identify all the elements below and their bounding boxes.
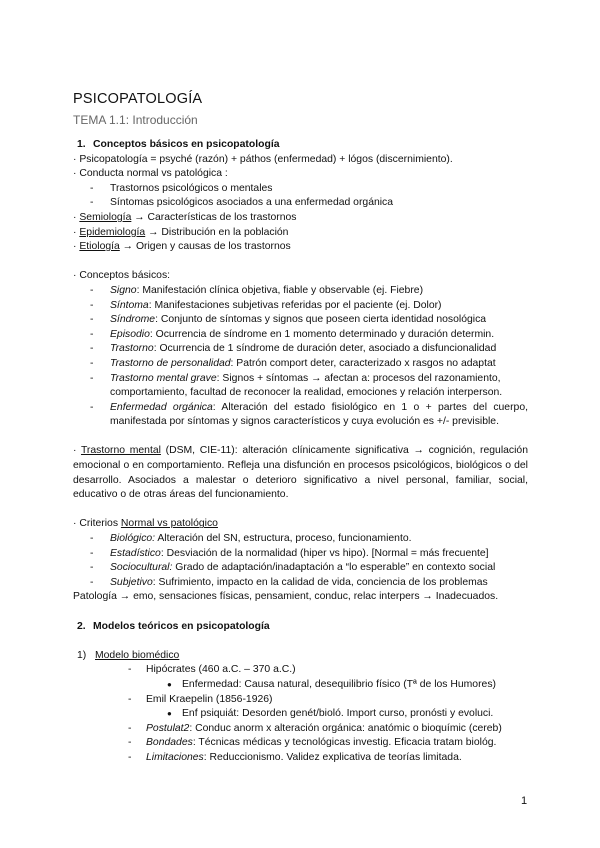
criterio-item [73, 576, 528, 591]
concepto-item [73, 342, 528, 357]
concepto-item [73, 313, 528, 328]
concepto-text: : Manifestaciones subjetivas referidas por el paciente (ej. Dolor) [148, 299, 442, 311]
def-rest: → Características de los trastornos [131, 211, 297, 223]
def-term: Etiología [79, 241, 120, 253]
concepto-term: Enfermedad orgánica [110, 401, 213, 413]
concepto-term: Episodio [110, 328, 150, 340]
concepto-text: : Conjunto de síntomas y signos que poseen cierta identidad nosológica [155, 314, 487, 326]
definition-semiologia [73, 211, 528, 226]
spacer [73, 430, 528, 445]
section-1-number: 1. [77, 139, 86, 150]
criterio-text: : Desviación de la normalidad (hiper vs hipo). [Normal = más frecuente] [160, 547, 489, 559]
modelo-text: : Reduccionismo. Validez explicativa de teorías limitada. [203, 751, 462, 763]
trastorno-mental-paragraph [73, 444, 528, 502]
section-2-title: Modelos teóricos en psicopatología [93, 620, 270, 632]
def-rest: → Distribución en la población [145, 226, 289, 238]
definition-etiologia [73, 240, 528, 255]
modelo-text: : Conduc anorm x alteración orgánica: anatómic o bioquímic (cereb) [189, 722, 502, 734]
section-1-title: Conceptos básicos en psicopatología [93, 139, 280, 150]
paragraph-prefix: · [73, 445, 81, 457]
modelo-term: Postulat2 [146, 722, 190, 734]
definition-epidemiologia [73, 226, 528, 241]
conceptos-label: · Conceptos básicos: [73, 270, 171, 282]
hipocrates-bullet: ● Enfermedad: Causa natural, desequilibrio físico (Tª de los Humores) [73, 678, 528, 693]
trastorno-mental-text: (DSM, CIE-11): alteración clínicamente significativa → cognición, regulación emocional o en comportamiento. Refleja una disfunción en procesos psicológicos, biológicos o del desarrollo. Asociados a malestar o deterioro significativo a nivel personal, familiar, social, educativo o de otras áreas del funcionamiento. [73, 445, 528, 501]
section-2-number: 2. [77, 620, 86, 632]
concepto-term: Trastorno de personalidad [110, 357, 231, 369]
kraepelin-bullet: ● Enf psiquiát: Desorden genét/bioló. Import curso, pronósti y evoluci. [73, 707, 528, 722]
concepto-text: : Alteración del estado fisiológico en 1 o + partes del cuerpo, manifestada por síntomas y signos característicos y cuya evolución es +/- previsible. [110, 401, 528, 428]
concepto-item [73, 372, 528, 401]
page-title: PSICOPATOLOGÍA [73, 91, 203, 107]
subsection-1-title: Modelo biomédico [95, 649, 180, 661]
spacer [73, 255, 528, 270]
def-rest: → Origen y causas de los trastornos [119, 241, 291, 253]
criterio-term: Sociocultural: [110, 562, 173, 574]
concepto-item [73, 284, 528, 299]
def-term: Epidemiología [79, 226, 146, 238]
concepto-text: : Manifestación clínica objetiva, fiable y observable (ej. Fiebre) [136, 284, 424, 296]
concepto-text: : Signos + síntomas → afectan a: procesos del razonamiento, comportamiento, facultad de reconocer la realidad, emociones y relación interperson. [110, 372, 503, 399]
criterio-text: Alteración del SN, estructura, proceso, funcionamiento. [155, 533, 412, 545]
criterio-term: Estadístico [110, 547, 161, 559]
psicopatologia-definition: · Psicopatología = psyché (razón) + páthos (enfermedad) + lógos (discernimiento). [73, 153, 453, 165]
subsection-1-number: 1) [77, 649, 87, 661]
concepto-item [73, 357, 528, 372]
concepto-term: Trastorno mental grave [110, 372, 217, 384]
concepto-text: : Patrón comport deter, caracterizado x rasgos no adaptat [230, 357, 496, 369]
concepto-item [73, 299, 528, 314]
criterio-item [73, 547, 528, 562]
def-prefix: · [73, 241, 80, 253]
criterio-term: Subjetivo [110, 576, 153, 588]
criterios-prefix: · Criterios [73, 518, 121, 530]
page-subtitle: TEMA 1.1: Introducción [73, 113, 198, 127]
trastorno-mental-term: Trastorno mental [80, 445, 161, 457]
criterio-item [73, 561, 528, 576]
modelo-item [73, 751, 528, 766]
criterio-text: : Sufrimiento, impacto en la calidad de vida, conciencia de los problemas [152, 576, 488, 588]
concepto-term: Signo [110, 284, 137, 296]
modelo-item [73, 722, 528, 737]
criterio-text: Grado de adaptación/inadaptación a “lo esperable” en contexto social [172, 562, 496, 574]
criterio-item [73, 532, 528, 547]
concepto-text: : Ocurrencia de síndrome en 1 momento determinado y duración determin. [149, 328, 495, 340]
spacer [73, 605, 528, 620]
concepto-item [73, 328, 528, 343]
def-term: Semiología [79, 211, 132, 223]
concepto-term: Síndrome [110, 314, 156, 326]
kraepelin-item: - Emil Kraepelin (1856-1926) [73, 693, 528, 708]
patologia-line: Patología → emo, sensaciones físicas, pensamient, conduc, relac interpers → Inadecuados. [73, 591, 499, 603]
hipocrates-item: - Hipócrates (460 a.C. – 370 a.C.) [73, 663, 528, 678]
subsection-1-heading [73, 649, 528, 664]
spacer [73, 634, 528, 649]
def-prefix: · [73, 211, 80, 223]
concepto-term: Trastorno [110, 343, 154, 355]
modelo-term: Bondades [146, 737, 193, 749]
spacer [73, 503, 528, 518]
modelo-item [73, 736, 528, 751]
page-number: 1 [521, 795, 528, 807]
criterios-label [73, 517, 528, 532]
document-body [73, 138, 528, 766]
concepto-item [73, 401, 528, 430]
criterio-term: Biológico: [110, 533, 156, 545]
criterios-term: Normal vs patológico [120, 518, 218, 530]
concepto-text: : Ocurrencia de 1 síndrome de duración deter, asociado a disfuncionalidad [153, 343, 497, 355]
section-2-heading [73, 620, 528, 635]
conducta-item: - Síntomas psicológicos asociados a una enfermedad orgánica [73, 196, 528, 211]
def-prefix: · [73, 226, 80, 238]
modelo-text: : Técnicas médicas y tecnológicas investig. Eficacia tratam biológ. [192, 737, 497, 749]
concepto-term: Síntoma [110, 299, 149, 311]
section-1-heading [73, 138, 528, 153]
modelo-term: Limitaciones [146, 751, 204, 763]
conducta-label: · Conducta normal vs patológica : [73, 168, 228, 180]
conducta-item: - Trastornos psicológicos o mentales [73, 182, 528, 197]
